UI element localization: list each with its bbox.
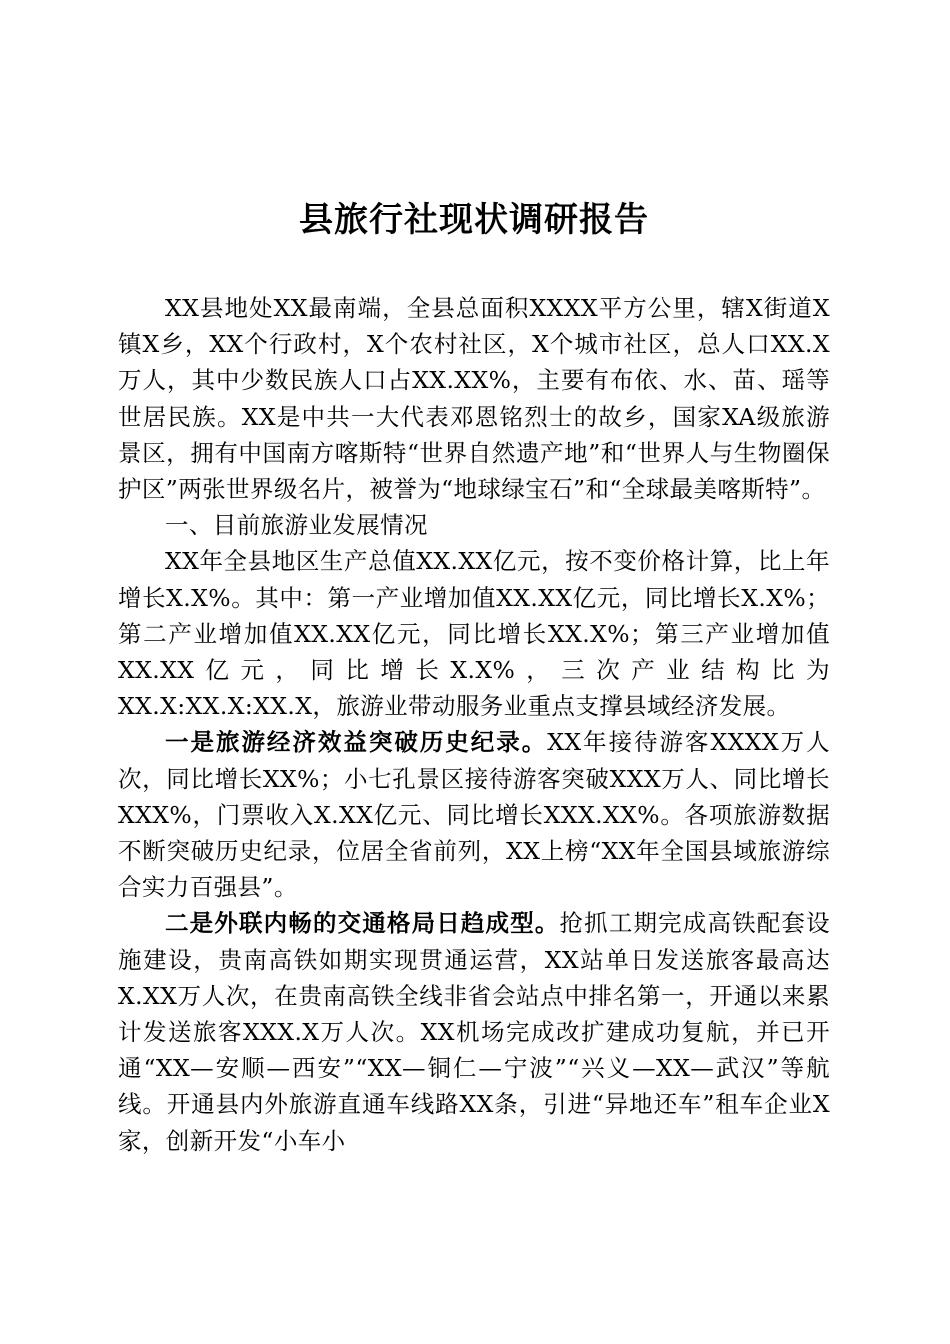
point-two-text: 抢抓工期完成高铁配套设施建设，贵南高铁如期实现贯通运营，XX站单日发送旅客最高达X.XX万人次，在贵南高铁全线非省会站点中排名第一，开通以来累计发送旅客XXX.X万人次。XX机场完成改扩建成功复航，并已开通“XX—安顺—西安”“XX—铜仁—宁波”“兴义—XX—武汉”等航线。开通县内外旅游直通车线路XX条，引进“异地还车”租车企业X家，创新开发“小车小 [118, 909, 830, 1155]
point-two-lead: 二是外联内畅的交通格局日趋成型。 [165, 909, 560, 938]
point-one-lead: 一是旅游经济效益突破历史纪录。 [165, 728, 548, 757]
point-one-paragraph [118, 724, 830, 905]
document-title: 县旅行社现状调研报告 [299, 200, 649, 240]
point-two-paragraph [118, 905, 830, 1158]
point-one-text: XX年接待游客XXXX万人次，同比增长XX%；小七孔景区接待游客突破XXX万人、同比增长XXX%，门票收入X.XX亿元、同比增长XXX.XX%。各项旅游数据不断突破历史纪录，位居全省前列，XX上榜“XX年全国县域旅游综合实力百强县”。 [118, 728, 830, 902]
intro-paragraph: XX县地处XX最南端，全县总面积XXXX平方公里，辖X街道X镇X乡，XX个行政村，X个农村社区，X个城市社区，总人口XX.X万人，其中少数民族人口占XX.XX%，主要有布依、水、苗、瑶等世居民族。XX是中共一大代表邓恩铭烈士的故乡，国家XA级旅游景区，拥有中国南方喀斯特“世界自然遗产地”和“世界人与生物圈保护区”两张世界级名片，被誉为“地球绿宝石”和“全球最美喀斯特”。 [118, 294, 830, 504]
economy-paragraph: XX年全县地区生产总值XX.XX亿元，按不变价格计算，比上年增长X.X%。其中：第一产业增加值XX.XX亿元，同比增长X.X%；第二产业增加值XX.XX亿元，同比增长XX.X%；第三产业增加值XX.XX亿元，同比增长X.X%，三次产业结构比为XX.X:XX.X:XX.X，旅游业带动服务业重点支撑县域经济发展。 [118, 547, 830, 721]
section-heading: 一、目前旅游业发展情况 [165, 511, 428, 540]
document-body [118, 290, 830, 1159]
